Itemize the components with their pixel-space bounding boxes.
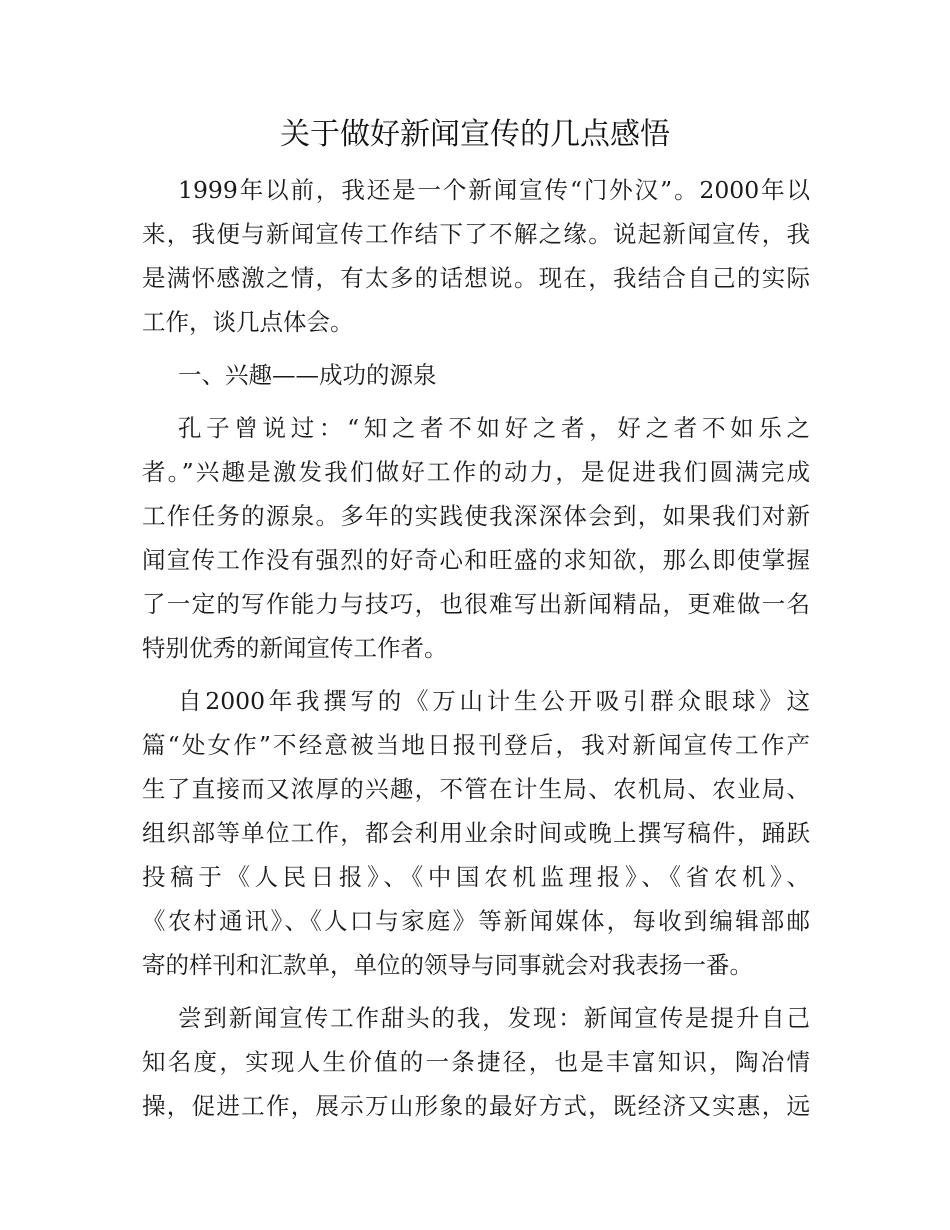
text-line: 自2000年我撰写的《万山计生公开吸引群众眼球》这 [178, 687, 810, 715]
text-line: 投稿于《人民日报》、《中国农机监理报》、《省农机》、 [142, 863, 810, 891]
text-line: 寄的样刊和汇款单，单位的领导与同事就会对我表扬一番。 [142, 951, 753, 979]
text-line: 孔子曾说过：“知之者不如好之者，好之者不如乐之 [178, 414, 810, 442]
text-line: 工作任务的源泉。多年的实践使我深深体会到，如果我们对新 [142, 502, 810, 530]
text-line: 闻宣传工作没有强烈的好奇心和旺盛的求知欲，那么即使掌握 [142, 546, 810, 574]
text-line: 特别优秀的新闻宣传工作者。 [142, 634, 448, 662]
text-line: 来，我便与新闻宣传工作结下了不解之缘。说起新闻宣传，我 [142, 220, 810, 248]
text-line: 《农村通讯》、《人口与家庭》等新闻媒体，每收到编辑部邮 [142, 907, 810, 935]
text-line: 操，促进工作，展示万山形象的最好方式，既经济又实惠，远 [142, 1092, 810, 1120]
text-line: 篇“处女作”不经意被当地日报刊登后，我对新闻宣传工作产 [142, 731, 810, 759]
text-line: 生了直接而又浓厚的兴趣，不管在计生局、农机局、农业局、 [142, 775, 810, 803]
text-line: 是满怀感激之情，有太多的话想说。现在，我结合自己的实际 [142, 264, 810, 292]
section-heading: 一、兴趣——成功的源泉 [178, 361, 437, 389]
document-title: 关于做好新闻宣传的几点感悟 [280, 117, 670, 152]
text-line: 1999年以前，我还是一个新闻宣传“门外汉”。2000年以 [178, 176, 810, 204]
text-line: 知名度，实现人生价值的一条捷径，也是丰富知识，陶冶情 [142, 1048, 810, 1076]
text-line: 者。”兴趣是激发我们做好工作的动力，是促进我们圆满完成 [142, 458, 810, 486]
text-line: 尝到新闻宣传工作甜头的我，发现：新闻宣传是提升自己 [178, 1004, 810, 1032]
text-line: 工作，谈几点体会。 [142, 308, 354, 336]
text-line: 了一定的写作能力与技巧，也很难写出新闻精品，更难做一名 [142, 590, 810, 618]
text-line: 组织部等单位工作，都会利用业余时间或晚上撰写稿件，踊跃 [142, 819, 810, 847]
document-body [142, 168, 810, 1148]
